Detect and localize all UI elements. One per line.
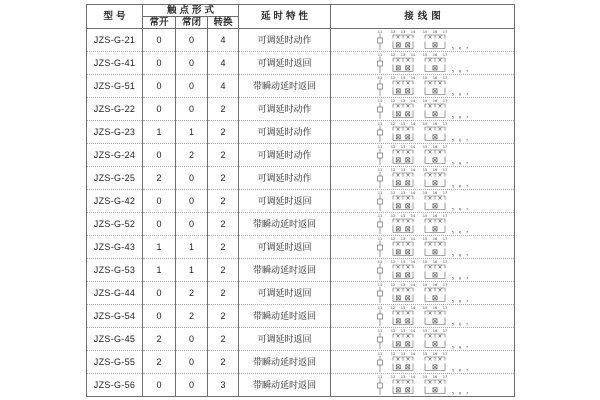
wiring-diagram — [373, 282, 473, 304]
table-row — [87, 98, 515, 121]
normally-open-cell: 2 — [143, 351, 176, 374]
changeover-cell: 2 — [208, 144, 239, 167]
wiring-diagram — [373, 144, 473, 166]
wiring-diagram — [373, 98, 473, 120]
model-cell: JZS-G-41 — [87, 52, 143, 75]
col-header-model: 型号 — [87, 5, 143, 29]
delay-cell: 带瞬动延时返回 — [239, 259, 331, 282]
normally-closed-cell: 0 — [176, 351, 208, 374]
table-body — [87, 29, 515, 397]
wiring-cell — [331, 259, 515, 282]
table-row — [87, 190, 515, 213]
wiring-diagram — [373, 190, 473, 212]
changeover-cell: 4 — [208, 52, 239, 75]
delay-cell: 可调延时返回 — [239, 52, 331, 75]
normally-open-cell: 0 — [143, 29, 176, 52]
delay-cell: 带瞬动延时返回 — [239, 374, 331, 397]
model-cell: JZS-G-54 — [87, 305, 143, 328]
wiring-cell — [331, 282, 515, 305]
col-header-normally-open: 常开 — [143, 17, 176, 29]
col-header-delay: 延时特性 — [239, 5, 331, 29]
normally-closed-cell: 0 — [176, 374, 208, 397]
wiring-cell — [331, 328, 515, 351]
normally-open-cell: 0 — [143, 213, 176, 236]
normally-closed-cell: 0 — [176, 213, 208, 236]
col-header-wiring: 接线图 — [331, 5, 515, 29]
normally-closed-cell: 2 — [176, 282, 208, 305]
wiring-cell — [331, 29, 515, 52]
changeover-cell: 4 — [208, 29, 239, 52]
table-row — [87, 29, 515, 52]
model-cell: JZS-G-25 — [87, 167, 143, 190]
model-cell: JZS-G-52 — [87, 213, 143, 236]
col-header-normally-closed: 常闭 — [176, 17, 208, 29]
wiring-cell — [331, 305, 515, 328]
table-row — [87, 305, 515, 328]
delay-cell: 带瞬动延时返回 — [239, 305, 331, 328]
wiring-cell — [331, 121, 515, 144]
normally-open-cell: 0 — [143, 190, 176, 213]
changeover-cell: 2 — [208, 121, 239, 144]
delay-cell: 可调延时返回 — [239, 236, 331, 259]
wiring-diagram — [373, 52, 473, 74]
wiring-diagram — [373, 121, 473, 143]
table-row — [87, 167, 515, 190]
normally-open-cell: 2 — [143, 328, 176, 351]
normally-closed-cell: 0 — [176, 75, 208, 98]
normally-closed-cell: 0 — [176, 190, 208, 213]
wiring-cell — [331, 236, 515, 259]
normally-open-cell: 0 — [143, 144, 176, 167]
normally-open-cell: 2 — [143, 167, 176, 190]
delay-cell: 可调延时动作 — [239, 29, 331, 52]
delay-cell: 可调延时动作 — [239, 98, 331, 121]
changeover-cell: 2 — [208, 282, 239, 305]
normally-open-cell: 1 — [143, 121, 176, 144]
table-row — [87, 259, 515, 282]
wiring-cell — [331, 213, 515, 236]
wiring-diagram — [373, 259, 473, 281]
model-cell: JZS-G-23 — [87, 121, 143, 144]
table-row — [87, 144, 515, 167]
table-row — [87, 121, 515, 144]
normally-open-cell: 0 — [143, 282, 176, 305]
normally-closed-cell: 0 — [176, 167, 208, 190]
normally-closed-cell: 1 — [176, 259, 208, 282]
wiring-diagram — [373, 29, 473, 51]
changeover-cell: 2 — [208, 259, 239, 282]
changeover-cell: 2 — [208, 236, 239, 259]
model-cell: JZS-G-24 — [87, 144, 143, 167]
model-cell: JZS-G-21 — [87, 29, 143, 52]
normally-open-cell: 0 — [143, 75, 176, 98]
delay-cell: 可调延时动作 — [239, 121, 331, 144]
model-cell: JZS-G-42 — [87, 190, 143, 213]
wiring-diagram — [373, 167, 473, 189]
wiring-cell — [331, 351, 515, 374]
changeover-cell: 2 — [208, 351, 239, 374]
model-cell: JZS-G-56 — [87, 374, 143, 397]
normally-open-cell: 0 — [143, 374, 176, 397]
normally-open-cell: 0 — [143, 52, 176, 75]
normally-open-cell: 0 — [143, 305, 176, 328]
changeover-cell: 2 — [208, 328, 239, 351]
changeover-cell: 3 — [208, 374, 239, 397]
delay-cell: 可调延时动作 — [239, 167, 331, 190]
delay-cell: 可调延时动作 — [239, 144, 331, 167]
model-cell: JZS-G-45 — [87, 328, 143, 351]
wiring-diagram — [373, 351, 473, 373]
wiring-cell — [331, 52, 515, 75]
wiring-cell — [331, 374, 515, 397]
delay-cell: 可调延时返回 — [239, 328, 331, 351]
normally-closed-cell: 1 — [176, 236, 208, 259]
delay-cell: 可调延时返回 — [239, 282, 331, 305]
spec-table — [86, 4, 515, 397]
wiring-cell — [331, 167, 515, 190]
normally-closed-cell: 0 — [176, 52, 208, 75]
wiring-diagram — [373, 75, 473, 97]
normally-closed-cell: 1 — [176, 121, 208, 144]
table-row — [87, 52, 515, 75]
wiring-diagram — [373, 328, 473, 350]
wiring-cell — [331, 190, 515, 213]
delay-cell: 带瞬动延时返回 — [239, 75, 331, 98]
table-header — [87, 5, 515, 29]
wiring-cell — [331, 98, 515, 121]
normally-closed-cell: 0 — [176, 328, 208, 351]
model-cell: JZS-G-53 — [87, 259, 143, 282]
changeover-cell: 2 — [208, 167, 239, 190]
col-header-contact-form: 触点形式 — [143, 5, 239, 17]
table-row — [87, 328, 515, 351]
table-row — [87, 213, 515, 236]
normally-open-cell: 1 — [143, 236, 176, 259]
normally-open-cell: 1 — [143, 259, 176, 282]
table-row — [87, 282, 515, 305]
normally-closed-cell: 0 — [176, 29, 208, 52]
col-header-changeover: 转换 — [208, 17, 239, 29]
delay-cell: 带瞬动延时返回 — [239, 351, 331, 374]
changeover-cell: 2 — [208, 305, 239, 328]
changeover-cell: 2 — [208, 190, 239, 213]
model-cell: JZS-G-44 — [87, 282, 143, 305]
normally-closed-cell: 2 — [176, 305, 208, 328]
changeover-cell: 2 — [208, 98, 239, 121]
wiring-diagram — [373, 305, 473, 327]
model-cell: JZS-G-55 — [87, 351, 143, 374]
model-cell: JZS-G-43 — [87, 236, 143, 259]
changeover-cell: 4 — [208, 75, 239, 98]
wiring-diagram — [373, 236, 473, 258]
table-row — [87, 236, 515, 259]
model-cell: JZS-G-22 — [87, 98, 143, 121]
delay-cell: 可调延时返回 — [239, 190, 331, 213]
model-cell: JZS-G-51 — [87, 75, 143, 98]
normally-closed-cell: 2 — [176, 144, 208, 167]
changeover-cell: 2 — [208, 213, 239, 236]
wiring-diagram — [373, 374, 473, 396]
normally-open-cell: 0 — [143, 98, 176, 121]
table-row — [87, 75, 515, 98]
wiring-cell — [331, 75, 515, 98]
wiring-cell — [331, 144, 515, 167]
normally-closed-cell: 0 — [176, 98, 208, 121]
table-row — [87, 351, 515, 374]
wiring-diagram — [373, 213, 473, 235]
delay-cell: 带瞬动延时返回 — [239, 213, 331, 236]
table-row — [87, 374, 515, 397]
